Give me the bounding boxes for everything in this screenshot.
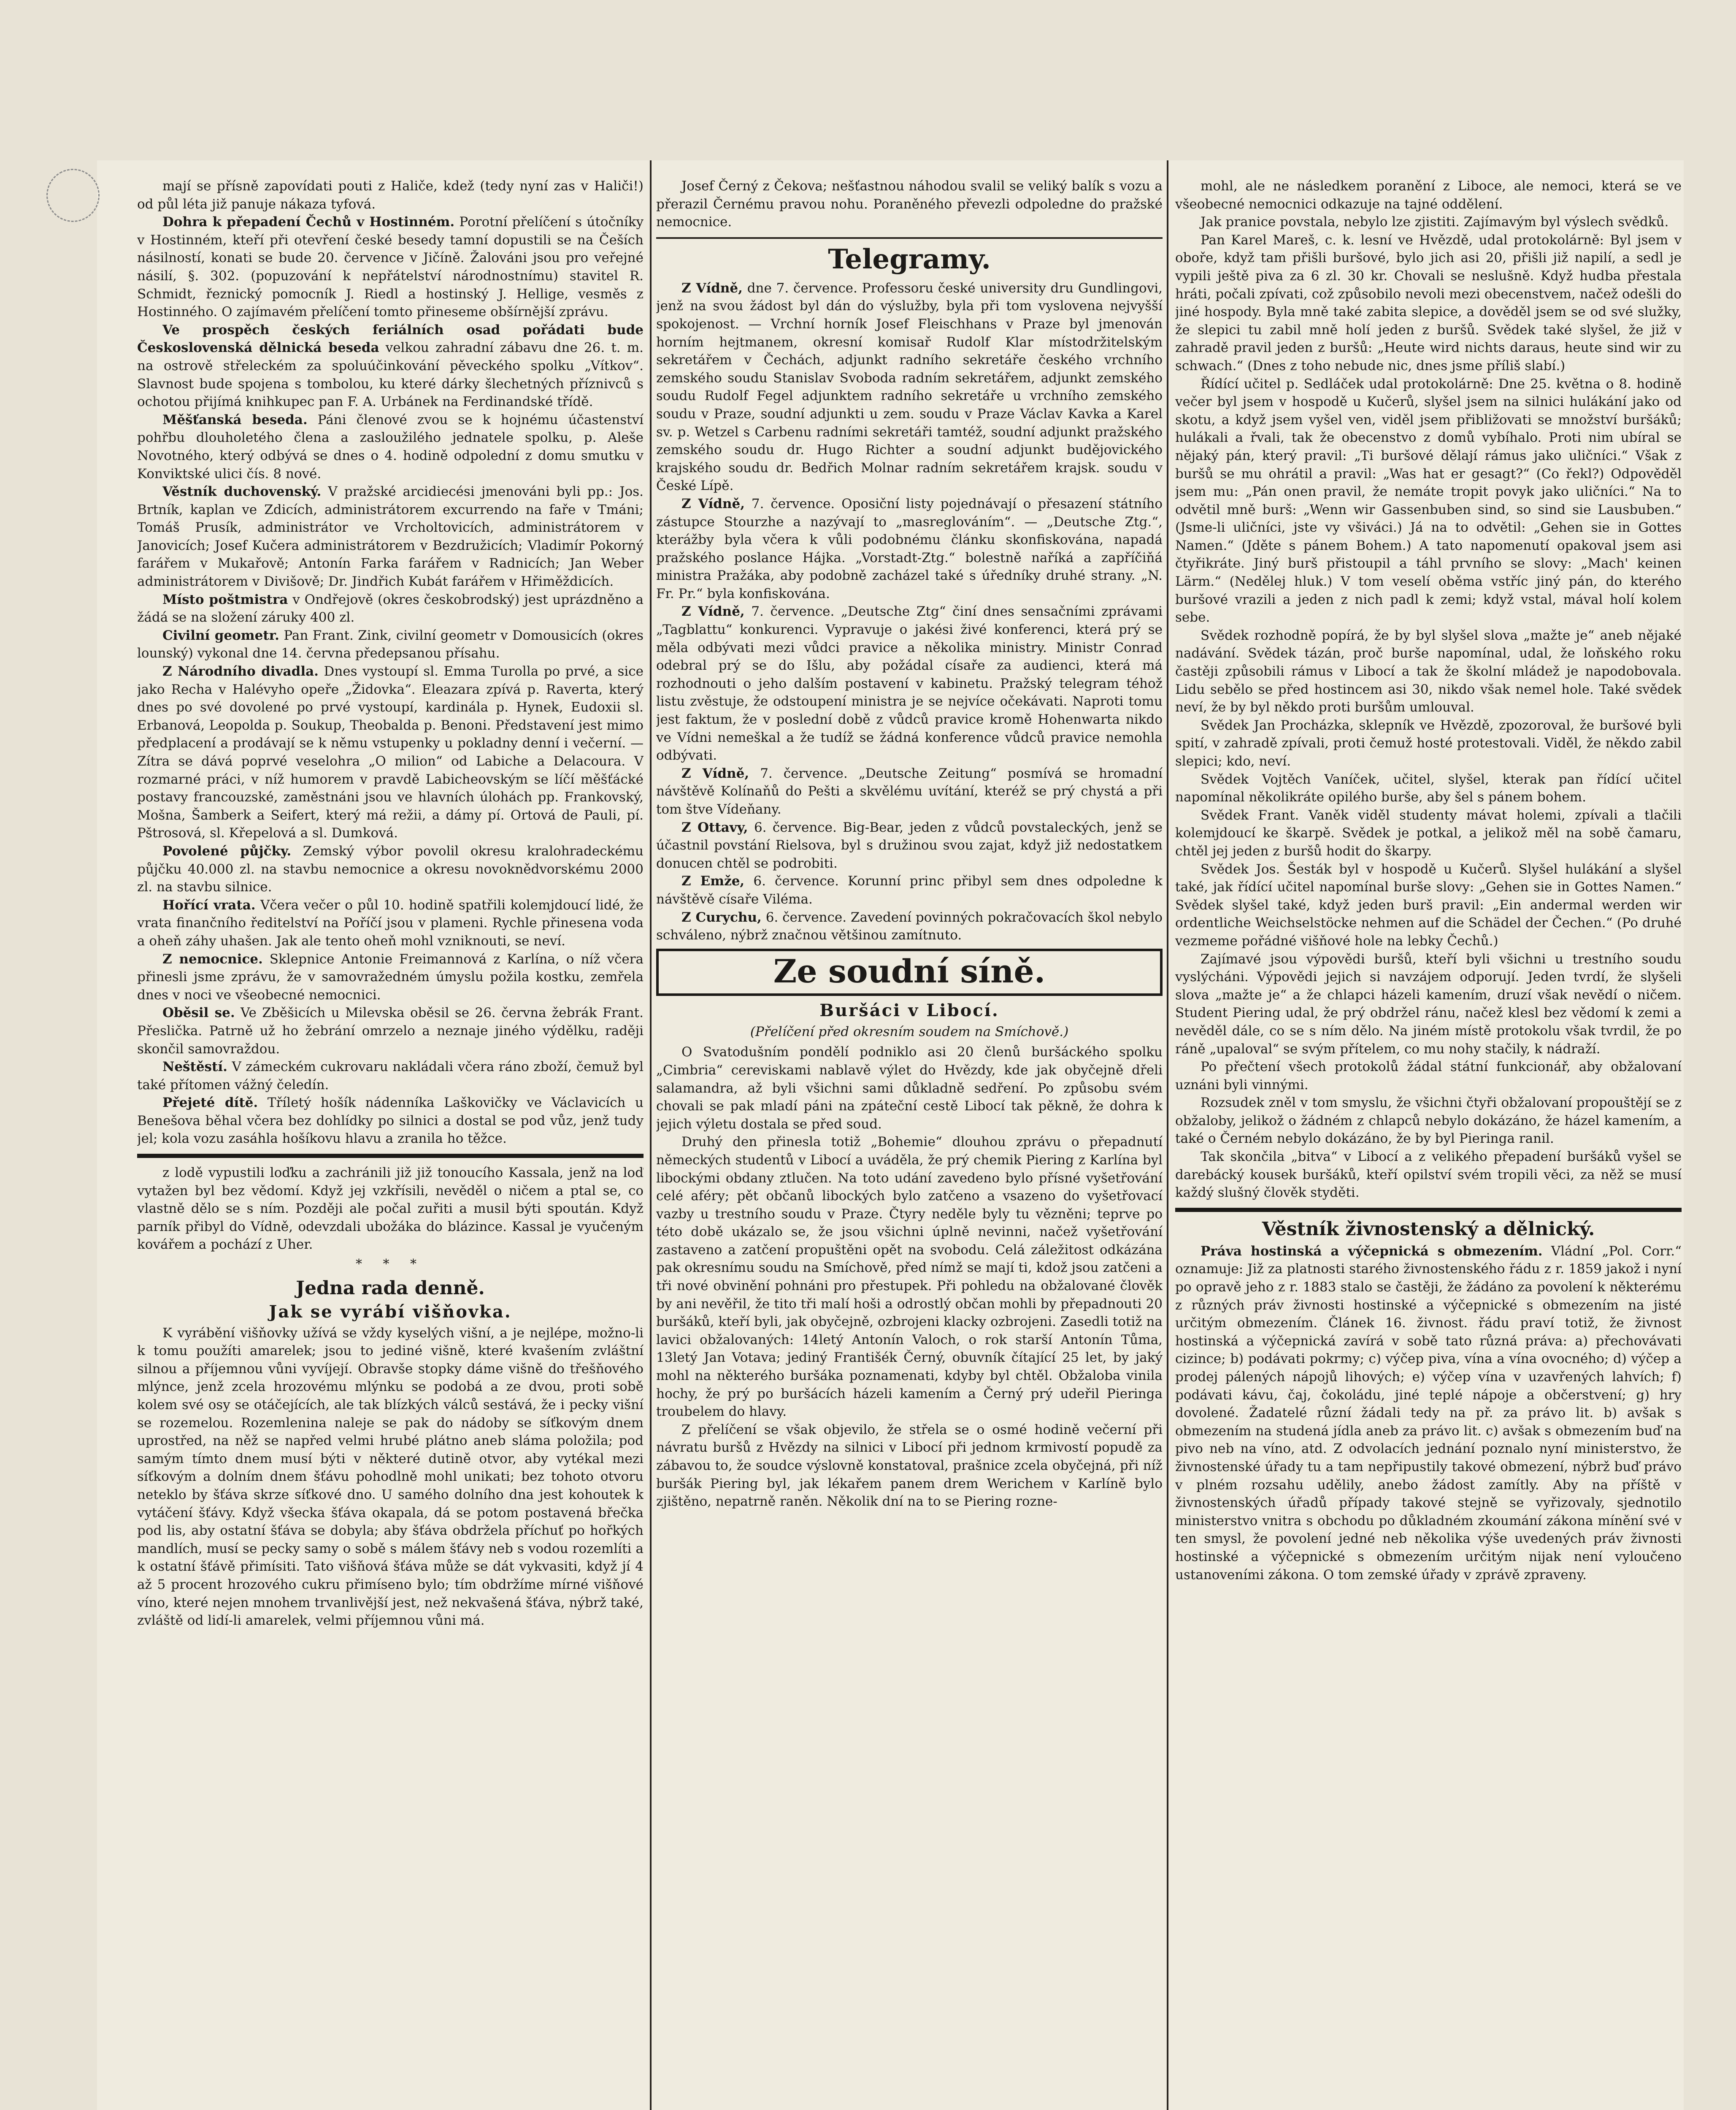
article-text: O Svatodušním pondělí podniklo asi 20 členů buršáckého spolku „Cimbria“ cereviskami nablavě výlet do Hvězdy, kde jak obyčejně dřeli salamandra, až byli všichni sami důkladně sedření. Po způsobu svém chovali se pak mladí páni na zpáteční cestě Libocí tak pěkně, že dohra k jejich výletu dostala se před soud. — [656, 1044, 1163, 1132]
news-item-text: Porotní přelíčení s útočníky v Hostinném, kteří při otevření české besedy tamní dopustili se na Češích násilností, konati se bude 20. července v Jičíně. Žalováni jsou pro veřejné násilí, §. 302. (popuzování k nepřátelství národnostnímu) stavitel R. Schmidt, řeznický pomocník J. Riedl a hostinský J. Hellige, vesměs z Hostinného. O zajímavém přelíčení tomto přineseme obšírnější zprávu. — [137, 214, 644, 320]
telegram-lead: Z Ottavy, — [681, 820, 748, 835]
telegram-lead: Z Vídně, — [681, 766, 749, 781]
news-item-lead: Práva hostinská a výčepnická s obmezením. — [1201, 1243, 1543, 1259]
news-item-lead: Místo poštmistra — [162, 592, 288, 607]
column-divider — [650, 160, 652, 2110]
telegram-lead: Z Vídně, — [681, 604, 745, 619]
telegram-text: 6. července. Korunní princ přibyl sem dnes odpoledne k návštěvě císaře Viléma. — [656, 874, 1163, 907]
telegram-text: 7. července. „Deutsche Ztg“ činí dnes sensačními zprávami „Tagblattu“ konkurenci. Vypravuje o jakési živé konferenci, která prý se měla odbývati mezi vůdci pravice a několika ministry. Ministr Conrad odebral prý se do Išlu, aby požádal císaře za audienci, která má rozhodnouti o jeho dalším postavení v kabinetu. Pražský telegram téhož listu zvěstuje, že odstoupení ministra je se nejvíce očekávati. Naproti tomu jest faktum, že v poslední době z vůdců pravice kromě Hohenwarta nikdo ve Vídni nemeškal a že tudíž se žádná konference vůdců pravice nemohla odbývati. — [656, 604, 1163, 763]
telegram-item — [656, 819, 1163, 873]
article-text: Tak skončila „bitva“ v Libocí a z velikého přepadení buršáků vyšel se darebácký kousek buršáků, kteří opilství svém tropili věci, za něž se musí každý slušný člověk styděti. — [1175, 1149, 1682, 1201]
article-text: Svědek Frant. Vaněk viděl studenty mávat holemi, zpívali a tlačili kolemjdoucí ke škarpě. Svědek je potkal, a jelikož měl na sobě čamaru, chtěl jej jeden z buršů hodit do škarpy. — [1175, 807, 1682, 859]
article-text: Svědek Vojtěch Vaníček, učitel, slyšel, kterak pan řídící učitel napomínal několikráte opilého burše, aby šel s pánem bohem. — [1175, 771, 1682, 805]
newspaper-page — [97, 160, 1684, 2110]
article-text: Zajímavé jsou výpovědi buršů, kteří byli všichni u trestního soudu vyslýcháni. Výpovědi jejich si navzájem odporují. Jeden tvrdí, že slyšeli slova „mažte je“ a že chlapci házeli kamením, druzí však nevědí o ničem. Student Piering udal, že prý obdržel ránu, načež klesl bez vědomí k zemi a nevěděl dále, co se s ním dělo. Na jiném místě protokolu však tvrdil, že po ráně „upaloval“ se svým přítelem, co mu nohy stačily, k nádraží. — [1175, 951, 1682, 1057]
news-item — [137, 950, 644, 1004]
court-subtitle: Buršáci v Libocí. — [819, 1000, 999, 1020]
news-item-lead: Z Národního divadla. — [162, 664, 319, 679]
article-text: Druhý den přinesla totiž „Bohemie“ dlouhou zprávu o přepadnutí německých studentů v Libocí a uváděla, že prý chemik Piering z Karlína byl libockými obdany ztlučen. Na toto udání zavedeno bylo přísné vyšetřování celé aféry; pět občanů libockých bylo zatčeno a vsazeno do vyšetřovací vazby u trestního soudu v Praze. Čtyry neděle byly tu vězněni; teprve po této době ukázalo se, že jsou všichni úplně nevinni, načež vyšetřování zastaveno a zatčení propuštěni opět na svobodu. Celá záležitost odkázána pak okresnímu soudu na Smíchově, před nímž se mají ti, kdož jsou zatčeni a tři nové obvinění pohnáni pro přestupek. Při pohledu na obžalované člověk by ani nevěřil, že tito tři malí hoši a odrostlý občan mohli by přepadnouti 20 buršáků, kteří byli, jak obyčejně, ozbrojeni klacky ozbrojeni. Zasedli totiž na lavici obžalovaných: 14letý Antonín Valoch, o rok starší Antonín Tůma, 13letý Jan Votava; jediný Františék Černý, obuvník čítající 25 let, by jaký mohl na některého buršáka poznamenati, kdyby byl chtěl. Obžaloba vinila hochy, že prý po buršácích házeli kamením a Černý prý udeřil Pieringa troubelem do hlavy. — [656, 1134, 1163, 1420]
section-subtitle: Jak se vyrábí višňovka. — [269, 1301, 512, 1322]
news-item — [1175, 1242, 1682, 1584]
section-title: Jedna rada denně. — [296, 1277, 485, 1299]
news-item-text: Vládní „Pol. Corr.“ oznamuje: Již za platnosti starého živnostenského řádu z r. 1859 jakož i nyní po opravě jeho z r. 1883 stalo se častěji, že žádáno za povolení k některému z různých práv živnosti hostinské a výčepnické s obmezením na jisté určitým obmezením. Článek 16. živnost. řádu praví totiž, že živnost hostinská a výčepnická zavírá v sobě tato různá práva: a) přechovávati cizince; b) podávati pokrmy; c) výčep piva, vína a vína ovocného; d) výčep a prodej pálených nápojů lihových; e) výčep vína v uzavřených lahvích; f) podávati kávu, čaj, čokoládu, jiné teplé nápoje a občerstvení; g) hry dovolené. Žadatelé různí žádali tedy na př. za právo lit. b) avšak s obmezením na studená jídla aneb za právo lit. c) avšak s obmezením buď na pivo neb na víno, atd. Z odvolacích jednání poznalo nyní ministerstvo, že živnostenské úřady tu a tam nepřipustily takové obmezení, nýbrž buď právo v plném rozsahu udělily, anebo žádost zamítly. Aby na příště v živnostenských úřadů případy takové stejně se vyřizovaly, sjednotilo ministerstvo vnitra s obchodu po důkladném zkoumání zákona mínění své v ten smysl, že povolení jedné neb několika výše uvedených práv živnosti hostinské a výčepnické s obmezením určitým nijak není vyloučeno ustanoveními zákona. O tom zemské úřady v zprávě zpraveny. — [1175, 1243, 1682, 1582]
telegram-lead: Z Vídně, — [681, 496, 745, 511]
news-item-text: Ve Zběšicích u Milevska oběsil se 26. června žebrák Frant. Přeslička. Patrně už ho žebrání omrzelo a neznaje jiného výdělku, raději skončil samovraždou. — [137, 1005, 644, 1057]
court-note: (Přelíčení před okresním soudem na Smíchově.) — [750, 1024, 1069, 1039]
article-text: Pan Karel Mareš, c. k. lesní ve Hvězdě, udal protokolárně: Byl jsem v oboře, když tam přišli buršové, bylo jich asi 20, přišli již napilí, a sedl je vypili ještě piva za 6 zl. 30 kr. Chovali se neslušně. Když hudba přestala hráti, počali zpívati, což způsobilo nevoli mezi obecenstvem, načež odešli do jiné hospody. Byla mně také zabita slepice, a dověděl jsem se od své služky, že slepici tu zabil mně holí jeden z buršů. Svědek také slyšel, že již v zahradě pravil jeden z buršů: „Heute wird nichts daraus, heute sind wir zu schwach.“ (Dnes z toho nebude nic, dnes jsme příliš slabí.) — [1175, 232, 1682, 373]
news-item-lead: Oběsil se. — [162, 1005, 235, 1021]
news-item-text: Pan Frant. Zink, civilní geometr v Domousicích (okres lounský) vykonal dne 14. června předepsanou přísahu. — [137, 628, 644, 661]
news-item-lead: Z nemocnice. — [162, 951, 263, 967]
news-item-text: Dnes vystoupí sl. Emma Turolla po prvé, a sice jako Recha v Halévyho opeře „Židovka“. Eleazara zpívá p. Raverta, který dnes po své dovolené po prvé vystoupí, kardinála p. Hynek, Eudoxii sl. Erbanová, Leopolda p. Soukup, Theobalda p. Benoni. Představení jest mimo předplacení a prodávají se k němu vstupenky u pokladny denní i večerní. — Zítra se dává poprvé veselohra „O milion“ od Labiche a Delacoura. V rozmarné práci, v níž humorem v pravdě Labicheovským se líčí měšťácké postavy francouzské, zaměstnáni jsou ve hlavních úlohách pp. Frankovský, Mošna, Šamberk a Seifert, který má režii, a dámy pí. Ortová de Pauli, pí. Pštrosová, sl. Křepelová a sl. Dumková. — [137, 664, 644, 841]
article-text: Jak pranice povstala, nebylo lze zjistiti. Zajímavým byl výslech svědků. — [1201, 214, 1669, 230]
news-item-text: velkou zahradní zábavu dne 26. t. m. na ostrově střeleckém za spoluúčinkování pěveckého spolku „Vítkov“. Slavnost bude spojena s tombolou, ku které dárky šlechetných příznivců s ochotou přijímá knihkupec pan F. A. Urbánek na Ferdinandské třídě. — [137, 340, 644, 410]
telegram-text: 6. července. Big-Bear, jeden z vůdců povstaleckých, jenž se účastnil povstání Rielsova, byl s družinou svou zajat, když již nedostatkem donucen chtěl se podrobiti. — [656, 820, 1163, 871]
news-item-lead: Civilní geometr. — [162, 628, 279, 643]
news-item-text: Sklepnice Antonie Freimannová z Karlína, o níž včera přinesli jsme zprávu, že v samovražedném úmyslu požila kostku, zemřela dnes v noci ve všeobecné nemocnici. — [137, 951, 644, 1003]
news-item-lead: Hořící vrata. — [162, 897, 256, 913]
news-item-text: V pražské arcidiecési jmenováni byli pp.: Jos. Brtník, kaplan ve Zdicích, administrátorem excurrendo na faře v Tmáni; Tomáš Prusík, administrátor ve Vrcholtovicích, administrátorem v Janovicích; Josef Kučera administrátorem v Bezdružicích; Vladimír Pokorný farářem v Mukařově; Antonín Farka farářem v Radnicích; Jan Weber administrátorem v Divišově; Dr. Jindřich Kubát farářem v Hřiměždicích. — [137, 484, 644, 590]
ornament-stars: * * * — [355, 1257, 425, 1272]
news-item-lead: Povolené půjčky. — [162, 843, 292, 859]
news-item — [137, 411, 644, 483]
article-text: Z přelíčení se však objevilo, že střela se o osmé hodině večerní při návratu buršů z Hvězdy na silnici v Libocí při jednom krmivostí popudě za zábavou to, že soudce výslovně konstatoval, prašnice zcela obyčejná, při níž buršák Piering byl, jak lékařem panem drem Werichem v Karlíně bylo zjištěno, nepatrně raněn. Několik dní na to se Piering rozne- — [656, 1422, 1163, 1509]
court-title: Ze soudní síně. — [773, 952, 1046, 990]
telegram-item — [656, 603, 1163, 764]
court-header-box — [656, 949, 1163, 996]
section-title: Věstník živnostenský a dělnický. — [1262, 1218, 1595, 1240]
column-divider — [1167, 160, 1168, 2110]
telegram-lead: Z Curychu, — [681, 909, 762, 925]
column-2 — [656, 177, 1163, 2110]
column-1 — [137, 177, 644, 2110]
column-3 — [1175, 177, 1682, 2110]
telegram-item — [656, 872, 1163, 908]
news-item — [137, 663, 644, 842]
article-text: mají se přísně zapovídati pouti z Haliče, kdež (tedy nyní zas v Haliči!) od půl léta již panuje nákaza tyfová. — [137, 179, 644, 212]
article-text: Po přečtení všech protokolů žádal státní funkcionář, aby obžalovaní uznáni byli vinnými. — [1175, 1059, 1682, 1093]
news-item-lead: Ve prospěch českých feriálních osad pořádati bude Československá dělnická beseda — [137, 322, 644, 356]
article-text: Svědek Jan Procházka, sklepník ve Hvězdě, zpozoroval, že buršové byli spití, v zahradě zpívali, proti čemuž hosté protestovali. Viděl, že někdo zabil slepici; kdo, neví. — [1175, 717, 1682, 769]
telegram-text: 7. července. „Deutsche Zeitung“ posmívá se hromadní návštěvě Kolínaňů do Pešti a skvělému uvítání, kteréž se prý chystá a při tom štve Vídeňany. — [656, 766, 1163, 817]
news-item-lead: Dohra k přepadení Čechů v Hostinném. — [162, 214, 455, 230]
news-item-text: Zemský výbor povolil okresu kralohradeckému půjčku 40.000 zl. na stavbu nemocnice a okresu novoknědvorskému 2000 zl. na stavbu silnice. — [137, 843, 644, 895]
section-divider — [137, 1154, 644, 1158]
article-text: K vyrábění višňovky užívá se vždy kyselých višní, a je nejlépe, možno-li k tomu použíti amarelek; jsou to jediné višně, které kvašením zvláštní silnou a příjemnou vůni vyvíjejí. Obravše stopky dáme višně do třešňového mlýnce, jenž zcela hrozovému mlýnku se podobá a ze dvou, proti sobě kolem své osy se otáčejících, ale tak blízkých válců sestává, že i pecky višní se rozemelou. Rozemlenina naleje se pak do nádoby se síťkovým dnem uprostřed, na něž se napřed velmi hrubé plátno aneb sláma položila; pod samým tímto dnem musí býti v některé dutině otvor, aby vytékal mezi síťkovým a dolním dnem šťávu pohodlně mohl unikati; bez tohoto otvoru neteklo by šťáva skrze síťkové dno. U samého dolního dna jest kohoutek k vytáčení šťávy. Když všecka šťáva okapala, dá se potom postavená břečka pod lis, aby ostatní šťáva se dobyla; aby šťáva obdržela příchuť po hořkých mandlích, musí se pecky samy o sobě s málem šťávy neb s vodou rozemlíti a k ostatní šťávě přimísiti. Tato višňová šťáva může se dát vykvasiti, když jí 4 až 5 procent hrozového cukru přimíseno bylo; tím obdržíme mírné višňové víno, které nejen mnohem trvanlivější jest, než nekvašená šťáva, nýbrž také, zvláště od lidí-li amarelek, velmi příjemnou vůni má. — [137, 1325, 644, 1628]
news-item-text: Páni členové zvou se k hojnému účastenství pohřbu dlouholetého člena a zasloužilého jednatele spolku, p. Aleše Novotného, který odbývá se dnes o 4. hodině odpolední z domu smutku v Konviktské ulici čís. 8 nové. — [137, 412, 644, 482]
telegram-item — [656, 909, 1163, 944]
news-item-lead: Přejeté dítě. — [162, 1095, 258, 1111]
news-item-text: V zámeckém cukrovaru nakládali včera ráno zboží, čemuž byl také přítomen vážný čeledín. — [137, 1059, 644, 1093]
telegram-text: 7. července. Oposiční listy pojednávají o přesazení státního zástupce Stourzhe a nazývají to „masreglováním“. — „Deutsche Ztg.“, kterážby byla včera k vůli podobnému článku skonfiskována, napadá pražského poslance Hájka. „Vorstadt-Ztg.“ bolestně naříká a zapříčiňá ministra Pražáka, aby podobně zacházel také s úředníky druhé strany. „N. Fr. Pr.“ byla konfiskována. — [656, 496, 1163, 601]
article-text: Rozsudek zněl v tom smyslu, že všichni čtyři obžalovaní propouštějí se z obžaloby, jelikož o žádném z chlapců nebylo dokázáno, že házel kamením, a také o Černém nebylo dokázáno, že by byl Pieringa ranil. — [1175, 1095, 1682, 1147]
article-text: z lodě vypustili loďku a zachránili již již tonoucího Kassala, jenž na loď vytažen byl bez vědomí. Když jej vzkřísili, nevěděl o ničem a ptal se, co vlastně dělo se s ním. Později ale počal zuřiti a musil býti spoután. Když parník přibyl do Vídně, odevzdali ubožáka do blázince. Kassal je vyučeným kovářem a pochází z Uher. — [137, 1165, 644, 1252]
news-item — [137, 896, 644, 950]
news-item-lead: Měšťanská beseda. — [162, 412, 308, 427]
news-item — [137, 213, 644, 321]
article-text: Svědek rozhodně popírá, že by byl slyšel slova „mažte je“ aneb nějaké nadávání. Svědek tázán, proč burše napomínal, udal, že loňského roku častěji způsobili rámus v Libocí a tak že školní mládež je napodobovala. Lidu sebělo se před hostincem asi 30, nikdo však nemel hole. Také svědek neví, že by byl někdo proti buršům umlouval. — [1175, 628, 1682, 715]
news-item — [137, 1094, 644, 1148]
telegram-lead: Z Vídně, — [681, 280, 743, 296]
news-item-text: v Ondřejově (okres českobrodský) jest uprázdněno a žádá se na složení záruky 400 zl. — [137, 592, 644, 625]
telegram-item — [656, 765, 1163, 819]
news-item — [137, 1058, 644, 1094]
article-text: Josef Černý z Čekova; nešťastnou náhodou svalil se veliký balík s vozu a přerazil Černému pravou nohu. Poraněného převezli odpoledne do pražské nemocnice. — [656, 179, 1163, 230]
news-item-lead: Neštěstí. — [162, 1059, 227, 1075]
telegrams-title: Telegramy. — [828, 243, 991, 275]
news-item — [137, 842, 644, 896]
telegram-text: 6. července. Zavedení povinných pokračovacích škol nebylo schváleno, nýbrž značnou většinou zamítnuto. — [656, 909, 1163, 943]
news-item — [137, 321, 644, 411]
section-divider — [1175, 1208, 1682, 1212]
news-item-text: Tříletý hošík nádenníka Laškovičky ve Václavicích u Benešova běhal včera bez dohlídky po silnici a dostal se pod vůz, jenž tudy jel; kola vozu zasáhla hošíkovu hlavu a zranila ho těžce. — [137, 1095, 644, 1147]
news-item — [137, 483, 644, 591]
telegram-lead: Z Emže, — [681, 874, 745, 889]
telegram-item — [656, 279, 1163, 495]
article-text: mohl, ale ne následkem poranění z Libocе, ale nemoci, která se ve všeobecné nemocnici odkazuje na tajné oddělení. — [1175, 179, 1682, 212]
news-item — [137, 1004, 644, 1058]
article-text: Svědek Jos. Šesták byl v hospodě u Kučerů. Slyšel hulákání a slyšel také, jak řídící učitel napomínal burše slovy: „Gehen sie in Gottes Namen.“ Svědek slyšel také, když jeden burš pravil: „Ein andermal werden wir ordentliche Weichselstöcke nehmen auf die Schädel der Čechen.“ (Po druhé vezmeme pořádné višňové hole na lebky Čechů.) — [1175, 861, 1682, 949]
telegram-text: dne 7. července. Professoru české university dru Gundlingovi, jenž na svou žádost byl dán do výslužby, byla při tom vyslovena nejvyšší spokojenost. — Vrchní horník Josef Fleischhans v Praze byl jmenován horním hejtmanem, okresní komisař Rudolf Klar místodržitelským sekretářem v Čechách, adjunkt radního sekretáře českého vrchního zemského soudu Stanislav Svoboda radním sekretářem, adjunkt zemského soudu Rudolf Fegel adjunktem radního sekretáře u vrchního zemského soudu v Praze, soudní adjunkti u zem. soudu v Praze Václav Kavka a Karel sv. p. Wetzel s Carbenu radními sekretáři tamtéž, soudní adjunkt pražského zemského soudu dr. Hugo Richter a soudní adjunkt budějovického krajského soudu dr. Bedřich Molnar radním sekretářem krajsk. soudu v České Lípě. — [656, 280, 1163, 494]
article-text: Řídící učitel p. Sedláček udal protokolárně: Dne 25. května o 8. hodině večer byl jsem v hospodě u Kučerů, slyšel jsem na silnici hulákání jako od skotu, a když jsem vyšel ven, viděl jsem přibližovati se množství buršáků; hulákali a řvali, tak že obecenstvo z domů vybíhalo. Proti nim ubíral se nějaký pán, který pravil: „Ti buršové dělají rámus jako uličníci.“ Však z buršů se mu ohrátil a pravil: „Was hat er gesagt?“ (Co řekl?) Odpověděl jsem mu: „Pán onen pravil, že nemáte tropit povyk jako uličníci.“ Na to odvětil mně burš: „Wenn wir Gassenbuben sind, so sind sie Lausbuben.“ (Jsme-li uličníci, jste vy všiváci.) Já na to odvětil: „Gehen sie in Gottes Namen.“ (Jděte s pánem Bohem.) A tato napomenutí opakoval jsem asi čtyřikráte. Jiný burš přistoupil a táhl prvního se slovy: „Mach' keinen Lärm.“ (Nedělej hluk.) V tom veselí oběma vstříc jiný pán, do kterého buršové vrazili a jeden z nich padl k zemi; když vstal, mával holí kolem sebe. — [1175, 376, 1682, 625]
telegram-item — [656, 495, 1163, 603]
section-divider — [656, 237, 1163, 239]
news-item — [137, 627, 644, 663]
news-item-lead: Věstník duchovenský. — [162, 484, 322, 500]
news-item-text: Včera večer o půl 10. hodině spatřili kolemjdoucí lidé, že vrata finančního ředitelství na Poříčí jsou v plameni. Rychle přinesena voda a oheň záhy uhašen. Jak ale tento oheň mohl vzniknouti, se neví. — [137, 897, 644, 949]
news-item — [137, 591, 644, 627]
